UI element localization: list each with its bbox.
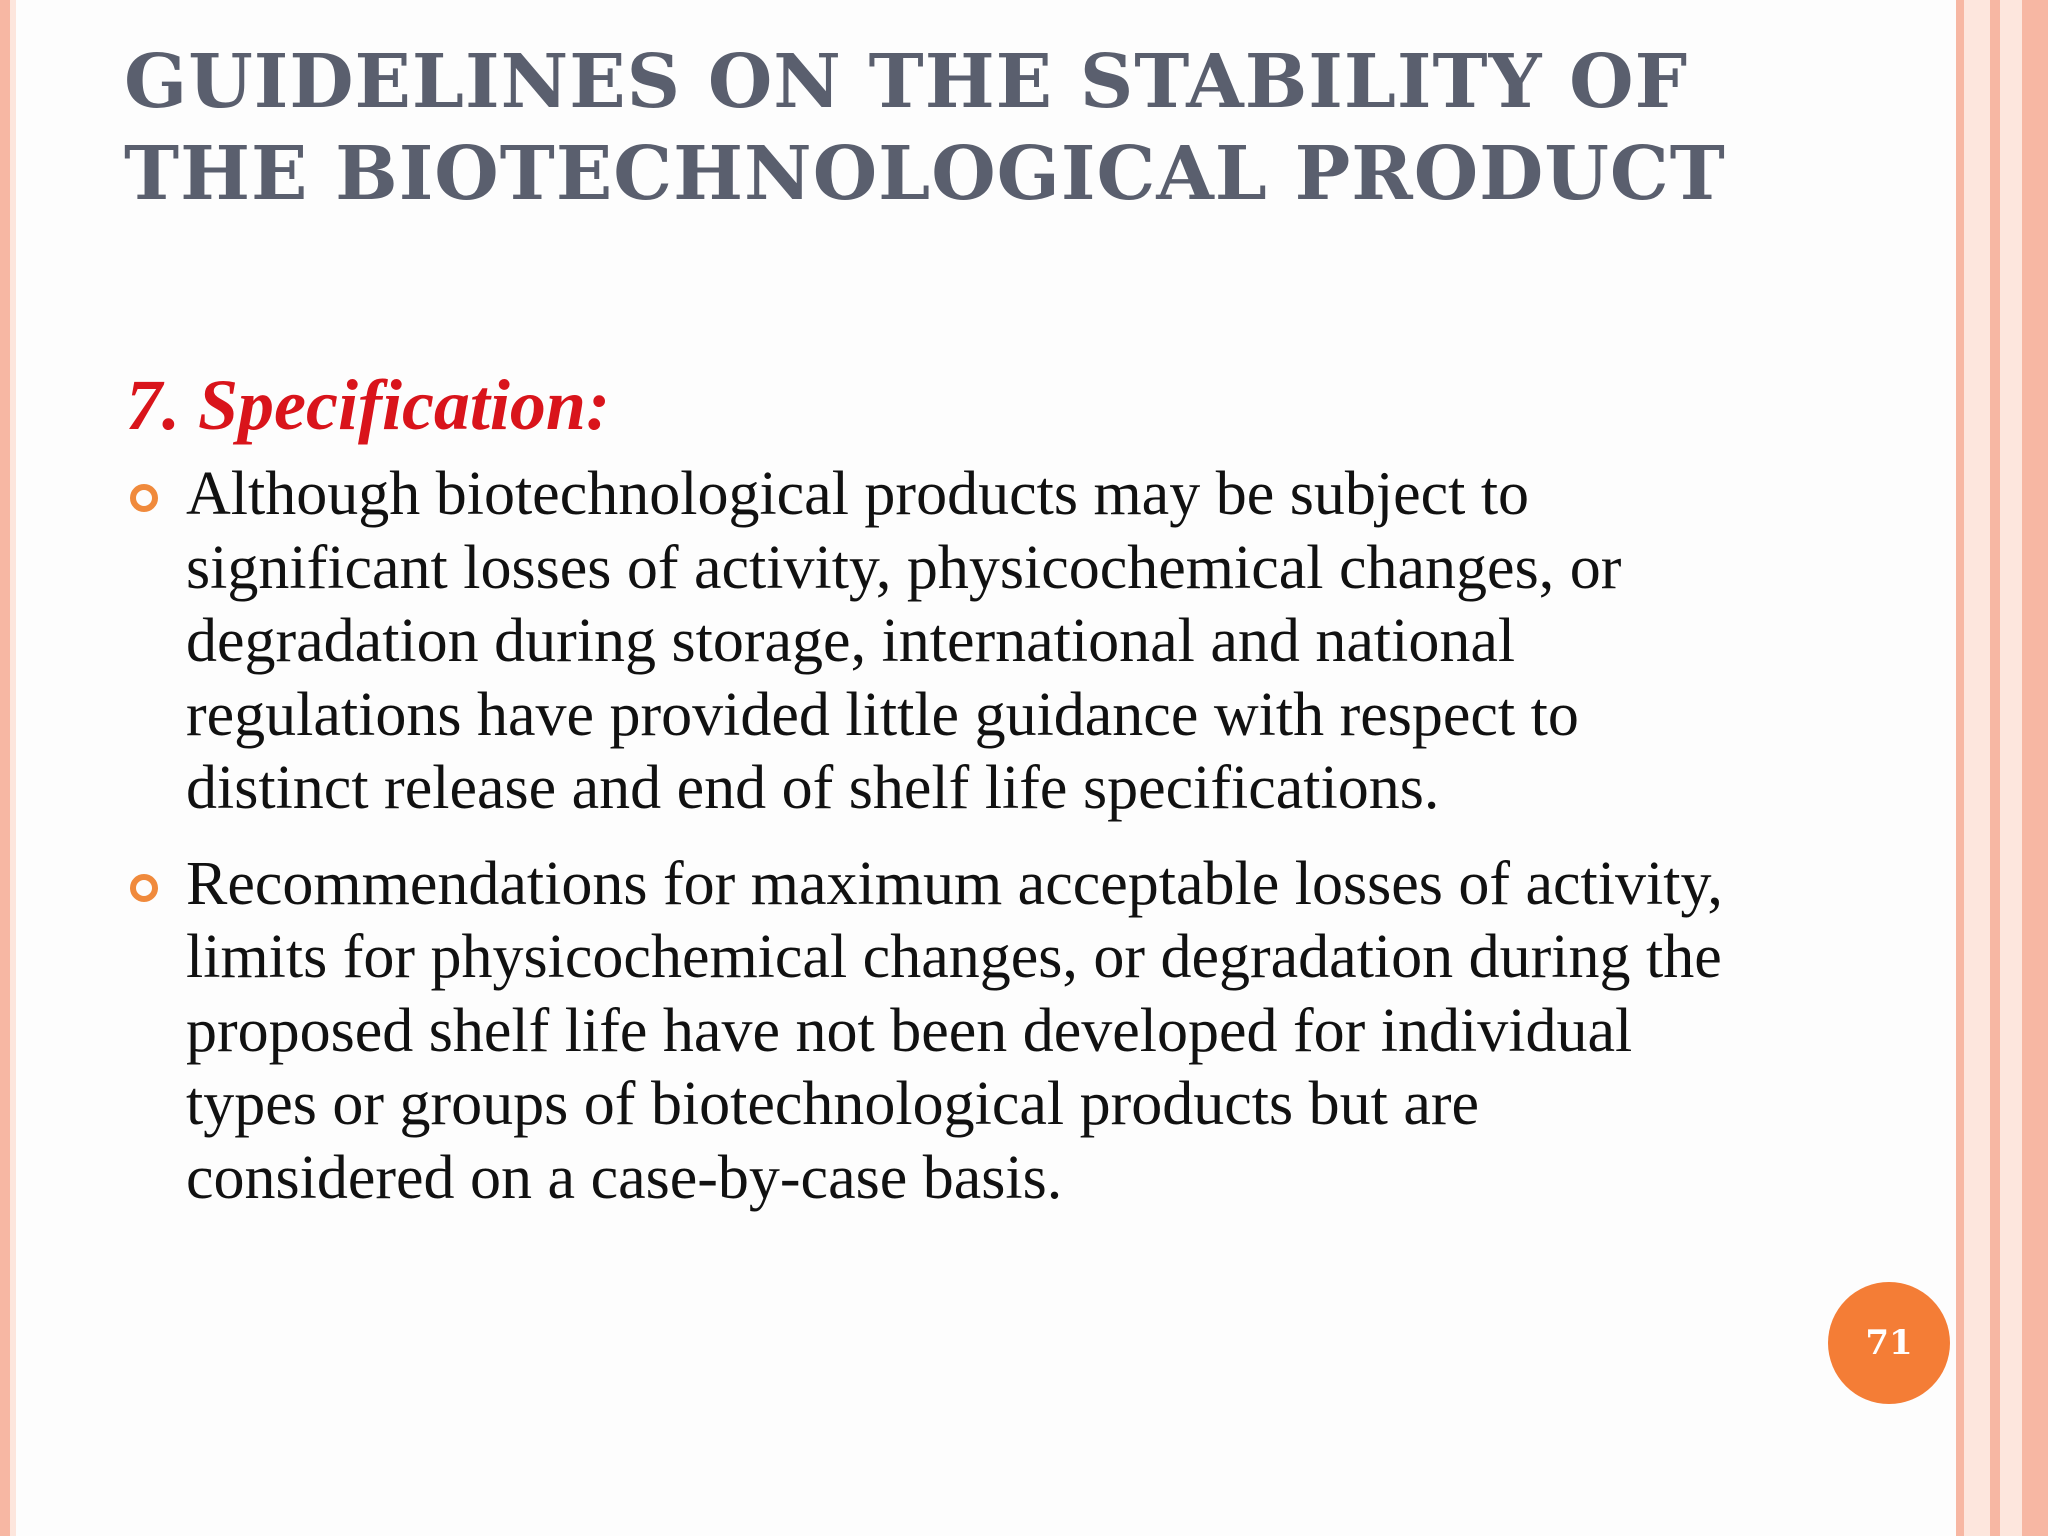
page-number-badge: 71 <box>1828 1282 1950 1404</box>
bullet-text: Recommendations for maximum acceptable losses of activity, limits for physicochemical changes, or degradation during the proposed shelf life have not been developed for individual types or groups of biotechnological products but are considered on a case-by-case basis. <box>186 849 1723 1212</box>
right-border-inner <box>1956 0 1964 1536</box>
circle-bullet-icon <box>130 874 158 902</box>
bullet-text: Although biotechnological products may be subject to significant losses of activity, physicochemical changes, or degradation during storage, international and national regulations have provided little guidance with respect to distinct release and end of shelf life specifications. <box>186 460 1622 822</box>
right-border-outer <box>2022 0 2048 1536</box>
section-heading: 7. Specification: <box>126 365 610 445</box>
right-border-band-outer <box>2000 0 2022 1536</box>
circle-bullet-icon <box>130 484 158 512</box>
left-border <box>0 0 10 1536</box>
bullet-list <box>126 458 1746 1237</box>
bullet-item <box>126 848 1746 1216</box>
left-border-inner <box>10 0 16 1536</box>
right-border-mid <box>1990 0 2000 1536</box>
right-border-band <box>1964 0 1990 1536</box>
slide-title: GUIDELINES ON THE STABILITY OF THE BIOTECHNOLOGICAL PRODUCT <box>124 39 1726 217</box>
bullet-item <box>126 458 1746 826</box>
